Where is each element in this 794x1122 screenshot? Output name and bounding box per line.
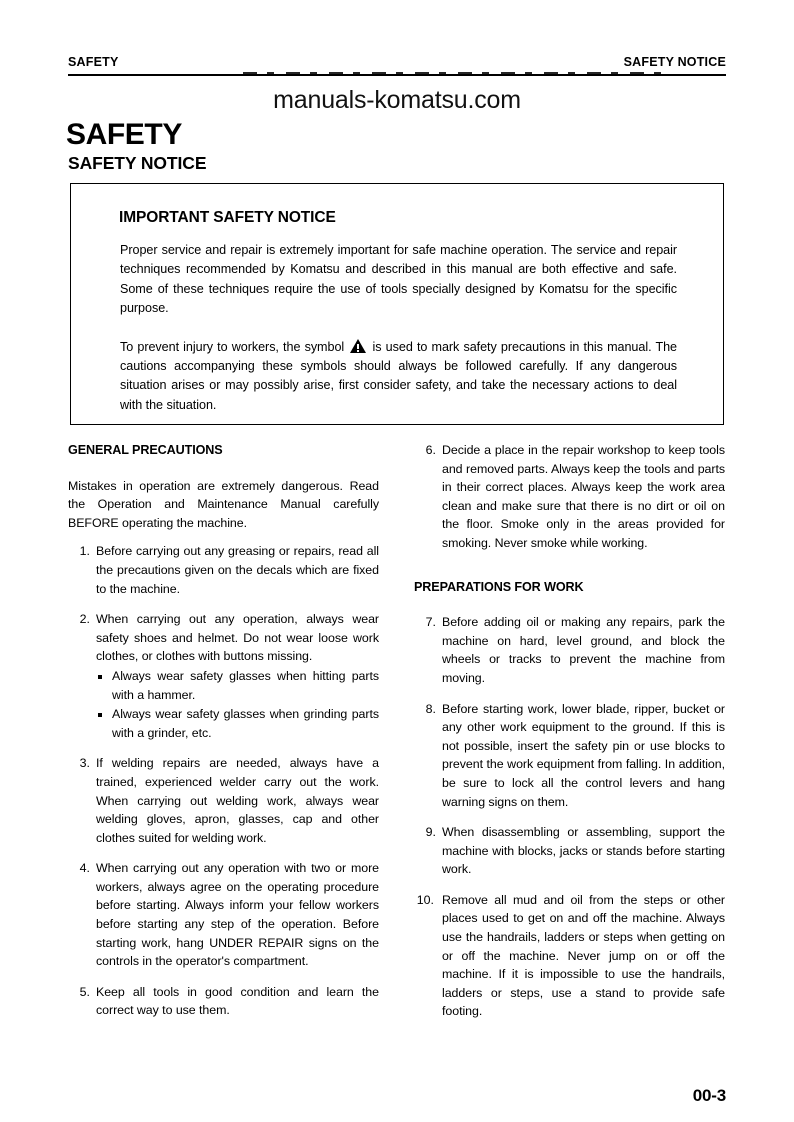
general-precautions-lead: Mistakes in operation are extremely dangerous. Read the Operation and Maintenance Manual carefully BEFORE operating the machine. <box>68 478 379 530</box>
important-safety-notice-box <box>70 183 724 425</box>
page-title: SAFETY <box>66 118 182 151</box>
list-item-text: When carrying out any operation with two or more workers, always agree on the operating procedure before starting. Always inform your fellow workers before starting any step of the operation. Before starting work, hang UNDER REPAIR signs on the controls in the operator's compartment. <box>96 861 379 969</box>
sub-list-item-text: Always wear safety glasses when grinding parts with a grinder, etc. <box>112 707 379 740</box>
list-item <box>414 823 725 879</box>
list-item-number: 2. <box>79 612 90 627</box>
list-item-number: 9. <box>425 825 436 840</box>
left-text-column <box>68 441 379 1020</box>
sub-list-item <box>96 667 379 704</box>
list-item-text: Keep all tools in good condition and learn the correct way to use them. <box>96 984 379 1018</box>
list-item <box>414 613 725 687</box>
list-item <box>414 700 725 812</box>
sub-list-item <box>96 705 379 742</box>
list-item-number: 3. <box>79 756 90 771</box>
list-item <box>68 983 379 1020</box>
list-item <box>68 859 379 971</box>
list-item-text: Before adding oil or making any repairs, park the machine on hard, level ground, and block the wheels or tracks to prevent the machine from moving. <box>442 615 725 685</box>
general-precautions-list-continued <box>414 441 725 553</box>
list-item-text: When carrying out any operation, always wear safety shoes and helmet. Do not wear loose work clothes, or clothes with buttons missing. <box>96 612 379 664</box>
right-text-column <box>414 441 725 1021</box>
list-item-text: Remove all mud and oil from the steps or other places used to get on and off the machine. Always use the handrails, ladders or steps when getting on or off the machine. Never jump on or off the machine. If it is impossible to use the handrails, ladders or steps, use a stand to provide safe footing. <box>442 892 725 1019</box>
list-item <box>414 891 725 1021</box>
square-bullet-icon <box>98 675 102 679</box>
page-number: 00-3 <box>692 1086 726 1105</box>
preparations-for-work-list <box>414 613 725 1021</box>
warning-triangle-icon <box>350 339 366 353</box>
list-item <box>68 542 379 598</box>
header-divider-rule <box>68 74 726 76</box>
notice-paragraph-1: Proper service and repair is extremely important for safe machine operation. The service and repair techniques recommended by Komatsu and described in this manual are both effective and safe. Some of these techniques require the use of tools specially designed by Komatsu for the specific purpose. <box>120 243 677 316</box>
list-item-number: 8. <box>425 701 436 716</box>
notice-box-title: IMPORTANT SAFETY NOTICE <box>119 209 336 226</box>
notice-box-body <box>120 241 677 415</box>
square-bullet-icon <box>98 713 102 717</box>
list-item-text: Before starting work, lower blade, ripper, bucket or any other work equipment to the ground. If this is not possible, insert the safety pin or use blocks to prevent the work equipment from falling. In addition, be sure to lock all the control levers and hang warning signs on them. <box>442 701 725 809</box>
list-item <box>414 441 725 553</box>
page-subtitle: SAFETY NOTICE <box>68 153 207 173</box>
list-item-text: When disassembling or assembling, support the machine with blocks, jacks or stands before starting work. <box>442 825 725 877</box>
list-item-sublist <box>96 667 379 742</box>
notice-paragraph-2 <box>120 338 677 416</box>
list-item-text: Before carrying out any greasing or repairs, read all the precautions given on the decals which are fixed to the machine. <box>96 544 379 596</box>
running-header-right: SAFETY NOTICE <box>623 55 726 69</box>
list-item-number: 1. <box>79 544 90 559</box>
list-item <box>68 754 379 847</box>
general-precautions-list <box>68 542 379 1020</box>
sub-list-item-text: Always wear safety glasses when hitting parts with a hammer. <box>112 668 379 702</box>
notice-paragraph-2-after: is used to mark safety precautions in this manual. The cautions accompanying these symbols should always be followed carefully. If any dangerous situation arises or may possibly arise, first consider safety, and take the necessary actions to deal with the situation. <box>120 339 678 412</box>
watermark-text: manuals-komatsu.com <box>273 86 521 114</box>
list-item-number: 4. <box>79 861 90 876</box>
list-item-number: 7. <box>425 615 436 630</box>
list-item-number: 5. <box>79 984 90 999</box>
section-heading-general-precautions: GENERAL PRECAUTIONS <box>68 443 223 457</box>
list-item-text: Decide a place in the repair workshop to keep tools and removed parts. Always keep the tools and parts in their correct places. Always keep the work area clean and make sure that there is no dirt or oil on the floor. Smoke only in the areas provided for smoking. Never smoke while working. <box>442 443 725 550</box>
running-header-left: SAFETY <box>68 55 119 69</box>
notice-paragraph-2-before: To prevent injury to workers, the symbol <box>120 339 345 354</box>
running-header <box>68 55 726 69</box>
list-item-number: 10. <box>416 892 434 907</box>
list-item-text: If welding repairs are needed, always have a trained, experienced welder carry out the work. When carrying out welding work, always wear welding gloves, apron, glasses, cap and other clothes suited for welding work. <box>96 756 379 845</box>
section-heading-preparations-for-work: PREPARATIONS FOR WORK <box>414 579 584 594</box>
list-item <box>68 610 379 742</box>
list-item-number: 6. <box>425 443 436 457</box>
